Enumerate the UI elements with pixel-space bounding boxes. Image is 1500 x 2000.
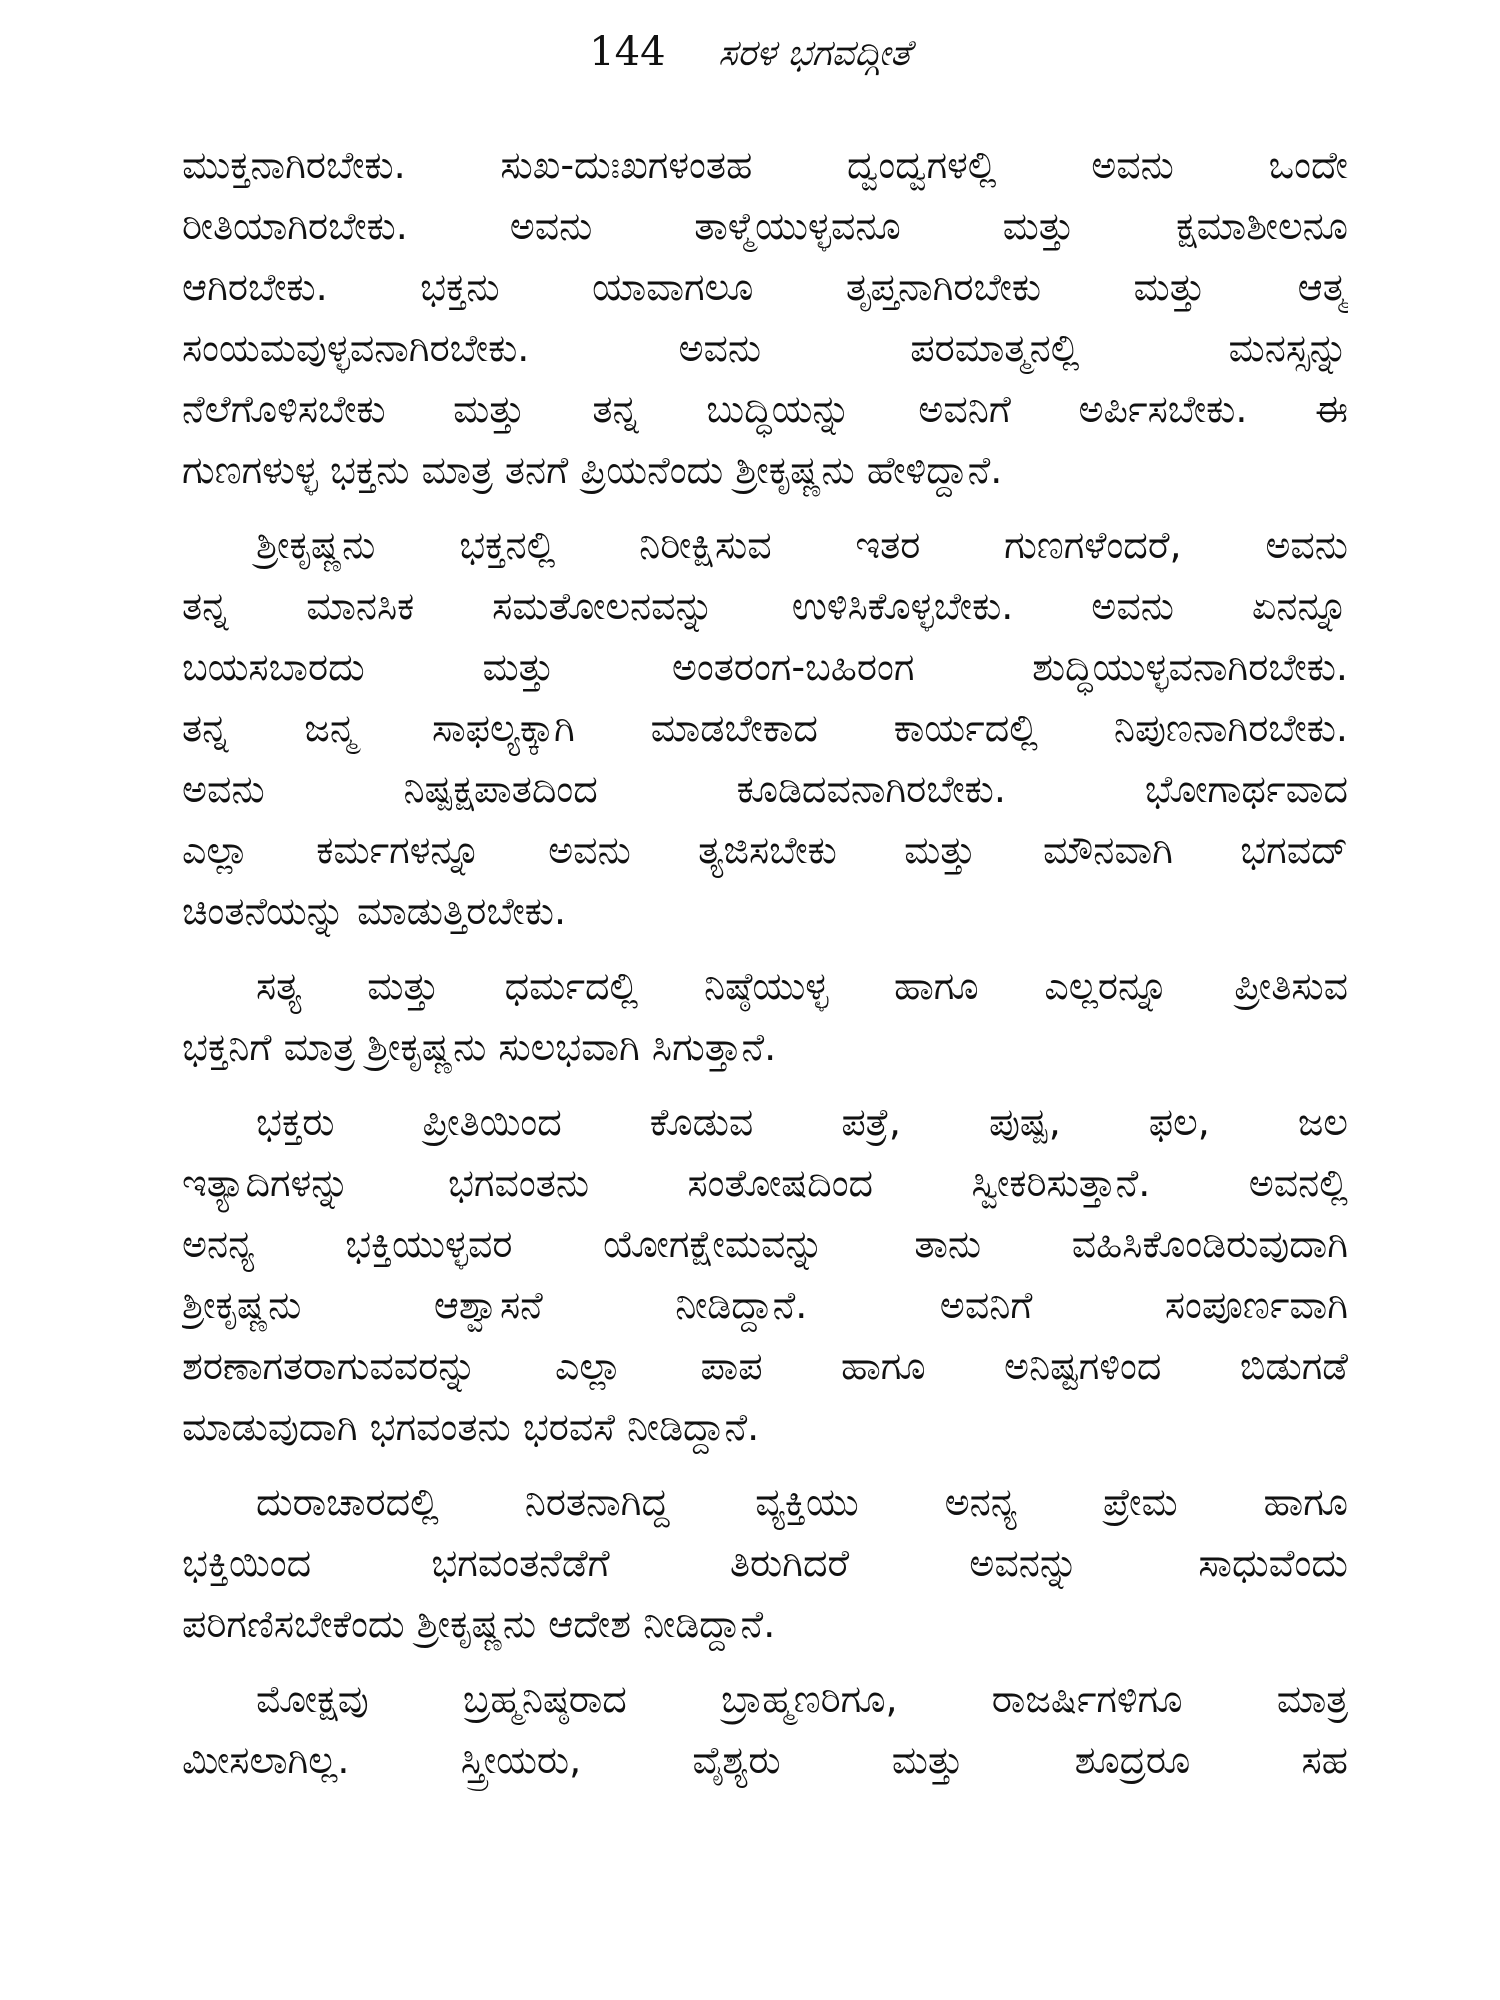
text-line: ಮುಕ್ತನಾಗಿರಬೇಕು. ಸುಖ-ದುಃಖಗಳಂತಹ ದ್ವಂದ್ವಗಳಲ್ಲಿ ಅವನು ಒಂದೇ bbox=[182, 143, 1348, 187]
paragraph bbox=[182, 1472, 1348, 1655]
text-line: ತನ್ನ ಮಾನಸಿಕ ಸಮತೋಲನವನ್ನು ಉಳಿಸಿಕೊಳ್ಳಬೇಕು. ಅವನು ಏನನ್ನೂ bbox=[182, 584, 1348, 628]
text-line: ಭಕ್ತರು ಪ್ರೀತಿಯಿಂದ ಕೊಡುವ ಪತ್ರೆ, ಪುಷ್ಪ, ಫಲ, ಜಲ bbox=[256, 1100, 1348, 1144]
text-line: ಇತ್ಯಾದಿಗಳನ್ನು ಭಗವಂತನು ಸಂತೋಷದಿಂದ ಸ್ವೀಕರಿಸುತ್ತಾನೆ. ಅವನಲ್ಲಿ bbox=[182, 1161, 1348, 1205]
paragraph bbox=[182, 1092, 1348, 1458]
text-line: ಆಗಿರಬೇಕು. ಭಕ್ತನು ಯಾವಾಗಲೂ ತೃಪ್ತನಾಗಿರಬೇಕು ಮತ್ತು ಆತ್ಮ bbox=[182, 265, 1348, 309]
text-line: ಶ್ರೀಕೃಷ್ಣನು ಆಶ್ವಾಸನೆ ನೀಡಿದ್ದಾನೆ. ಅವನಿಗೆ ಸಂಪೂರ್ಣವಾಗಿ bbox=[182, 1283, 1348, 1327]
text-line: ಚಿಂತನೆಯನ್ನು ಮಾಡುತ್ತಿರಬೇಕು. bbox=[182, 889, 567, 933]
text-line: ಪರಿಗಣಿಸಬೇಕೆಂದು ಶ್ರೀಕೃಷ್ಣನು ಆದೇಶ ನೀಡಿದ್ದಾನೆ. bbox=[182, 1602, 776, 1646]
running-title: ಸರಳ ಭಗವದ್ಗೀತೆ bbox=[718, 33, 911, 74]
text-line: ಅನನ್ಯ ಭಕ್ತಿಯುಳ್ಳವರ ಯೋಗಕ್ಷೇಮವನ್ನು ತಾನು ವಹಿಸಿಕೊಂಡಿರುವುದಾಗಿ bbox=[182, 1222, 1348, 1266]
text-line: ಬಯಸಬಾರದು ಮತ್ತು ಅಂತರಂಗ-ಬಹಿರಂಗ ಶುದ್ಧಿಯುಳ್ಳವನಾಗಿರಬೇಕು. bbox=[182, 645, 1348, 689]
text-line: ಸತ್ಯ ಮತ್ತು ಧರ್ಮದಲ್ಲಿ ನಿಷ್ಠೆಯುಳ್ಳ ಹಾಗೂ ಎಲ್ಲರನ್ನೂ ಪ್ರೀತಿಸುವ bbox=[256, 964, 1348, 1008]
text-line: ರೀತಿಯಾಗಿರಬೇಕು. ಅವನು ತಾಳ್ಮೆಯುಳ್ಳವನೂ ಮತ್ತು ಕ್ಷಮಾಶೀಲನೂ bbox=[182, 204, 1348, 248]
text-line: ಭಕ್ತನಿಗೆ ಮಾತ್ರ ಶ್ರೀಕೃಷ್ಣನು ಸುಲಭವಾಗಿ ಸಿಗುತ್ತಾನೆ. bbox=[182, 1025, 777, 1069]
text-line: ತನ್ನ ಜನ್ಮ ಸಾಫಲ್ಯಕ್ಕಾಗಿ ಮಾಡಬೇಕಾದ ಕಾರ್ಯದಲ್ಲಿ ನಿಪುಣನಾಗಿರಬೇಕು. bbox=[182, 706, 1348, 750]
paragraph bbox=[182, 135, 1348, 501]
paragraph bbox=[182, 515, 1348, 942]
paragraph bbox=[182, 1669, 1348, 1791]
text-line: ಅವನು ನಿಷ್ಪಕ್ಷಪಾತದಿಂದ ಕೂಡಿದವನಾಗಿರಬೇಕು. ಭೋಗಾರ್ಥವಾದ bbox=[182, 767, 1348, 811]
text-line: ಗುಣಗಳುಳ್ಳ ಭಕ್ತನು ಮಾತ್ರ ತನಗೆ ಪ್ರಿಯನೆಂದು ಶ್ರೀಕೃಷ್ಣನು ಹೇಳಿದ್ದಾನೆ. bbox=[182, 448, 1003, 492]
text-line: ಶ್ರೀಕೃಷ್ಣನು ಭಕ್ತನಲ್ಲಿ ನಿರೀಕ್ಷಿಸುವ ಇತರ ಗುಣಗಳೆಂದರೆ, ಅವನು bbox=[256, 523, 1348, 567]
paragraph bbox=[182, 956, 1348, 1078]
text-line: ಮೋಕ್ಷವು ಬ್ರಹ್ಮನಿಷ್ಠರಾದ ಬ್ರಾಹ್ಮಣರಿಗೂ, ರಾಜರ್ಷಿಗಳಿಗೂ ಮಾತ್ರ bbox=[256, 1677, 1348, 1721]
text-line: ಎಲ್ಲಾ ಕರ್ಮಗಳನ್ನೂ ಅವನು ತ್ಯಜಿಸಬೇಕು ಮತ್ತು ಮೌನವಾಗಿ ಭಗವದ್ bbox=[182, 828, 1348, 872]
text-line: ದುರಾಚಾರದಲ್ಲಿ ನಿರತನಾಗಿದ್ದ ವ್ಯಕ್ತಿಯು ಅನನ್ಯ ಪ್ರೇಮ ಹಾಗೂ bbox=[256, 1480, 1348, 1524]
text-line: ಮಾಡುವುದಾಗಿ ಭಗವಂತನು ಭರವಸೆ ನೀಡಿದ್ದಾನೆ. bbox=[182, 1405, 760, 1449]
text-line: ಭಕ್ತಿಯಿಂದ ಭಗವಂತನೆಡೆಗೆ ತಿರುಗಿದರೆ ಅವನನ್ನು ಸಾಧುವೆಂದು bbox=[182, 1541, 1348, 1585]
text-line: ನೆಲೆಗೊಳಿಸಬೇಕು ಮತ್ತು ತನ್ನ ಬುದ್ಧಿಯನ್ನು ಅವನಿಗೆ ಅರ್ಪಿಸಬೇಕು. ಈ bbox=[182, 387, 1348, 431]
page-number: 144 bbox=[589, 29, 666, 75]
text-line: ಶರಣಾಗತರಾಗುವವರನ್ನು ಎಲ್ಲಾ ಪಾಪ ಹಾಗೂ ಅನಿಷ್ಟಗಳಿಂದ ಬಿಡುಗಡೆ bbox=[182, 1344, 1348, 1388]
text-line: ಸಂಯಮವುಳ್ಳವನಾಗಿರಬೇಕು. ಅವನು ಪರಮಾತ್ಮನಲ್ಲಿ ಮನಸ್ಸನ್ನು bbox=[182, 326, 1348, 370]
page-header bbox=[0, 28, 1500, 78]
page-body bbox=[182, 135, 1348, 1805]
text-line: ಮೀಸಲಾಗಿಲ್ಲ. ಸ್ತ್ರೀಯರು, ವೈಶ್ಯರು ಮತ್ತು ಶೂದ್ರರೂ ಸಹ bbox=[182, 1738, 1348, 1782]
